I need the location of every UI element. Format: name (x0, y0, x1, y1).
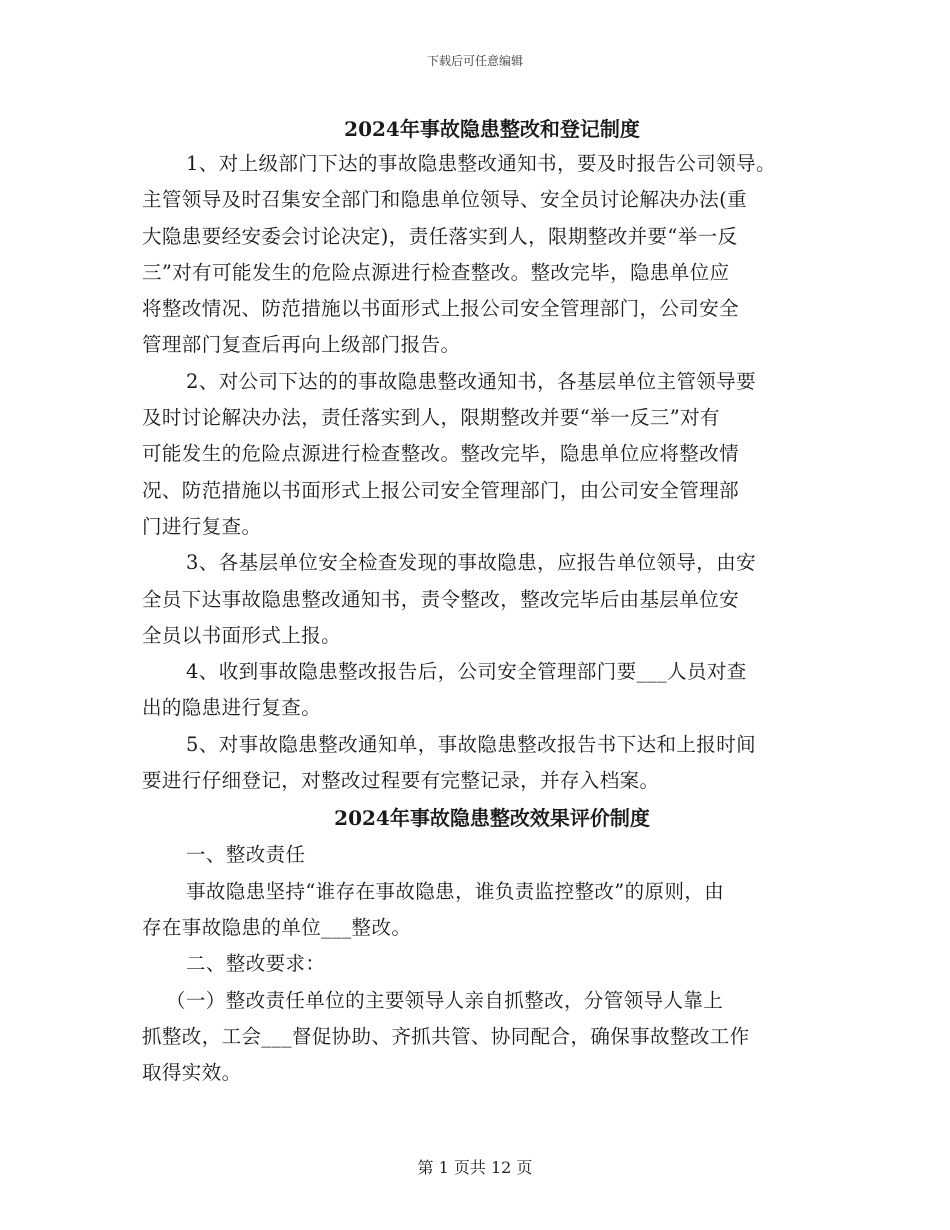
text-line: 主管领导及时召集安全部门和隐患单位领导、安全员讨论解决办法(重 (142, 188, 748, 212)
text-line: 3、各基层单位安全检查发现的事故隐患，应报告单位领导，由安 (186, 551, 757, 575)
text-line: 2、对公司下达的的事故隐患整改通知书，各基层单位主管领导要 (186, 369, 757, 393)
text-line: 取得实效。 (142, 1061, 242, 1085)
text-line: 1、对上级部门下达的事故隐患整改通知书，要及时报告公司领导。 (186, 152, 776, 175)
text-line: 可能发生的危险点源进行检查整改。整改完毕，隐患单位应将整改情 (142, 442, 740, 466)
section1-body (142, 146, 812, 799)
text-line: 将整改情况、防范措施以书面形式上报公司安全管理部门，公司安全 (142, 297, 740, 321)
page-footer: 第 1 页共 12 页 (417, 1158, 533, 1177)
text-line: 全员以书面形式上报。 (142, 623, 342, 647)
text-line: 5、对事故隐患整改通知单，事故隐患整改报告书下达和上报时间 (186, 732, 757, 756)
text-line: 4、收到事故隐患整改报告后，公司安全管理部门要___人员对查 (186, 660, 747, 684)
text-line: 出的隐患进行复查。 (142, 696, 322, 720)
text-line: 管理部门复查后再向上级部门报告。 (142, 333, 461, 357)
text-line: 门进行复查。 (142, 514, 262, 538)
text-line: 二、整改要求： (186, 952, 326, 976)
text-line: 要进行仔细登记，对整改过程要有完整记录，并存入档案。 (142, 769, 660, 793)
document-title: 2024年事故隐患整改和登记制度 (344, 117, 640, 141)
text-line: 抓整改，工会___督促协助、齐抓共管、协同配合，确保事故整改工作 (142, 1024, 750, 1048)
text-line: 大隐患要经安委会讨论决定)，责任落实到人，限期整改并要“举一反 (142, 224, 738, 248)
text-line: 及时讨论解决办法，责任落实到人，限期整改并要“举一反三”对有 (142, 406, 720, 430)
text-line: 事故隐患坚持“谁存在事故隐患，谁负责监控整改”的原则，由 (186, 879, 725, 903)
text-line: 一、整改责任 (186, 843, 306, 867)
text-line: 三”对有可能发生的危险点源进行检查整改。整改完毕，隐患单位应 (142, 260, 730, 284)
text-line: （一）整改责任单位的主要领导人亲自抓整改，分管领导人靠上 (166, 988, 724, 1012)
text-line: 全员下达事故隐患整改通知书，责令整改，整改完毕后由基层单位安 (142, 587, 740, 611)
document-body (142, 112, 812, 1091)
section2-body (142, 837, 812, 1091)
header-note: 下载后可任意编辑 (426, 54, 523, 68)
section2-title: 2024年事故隐患整改效果评价制度 (334, 806, 650, 831)
text-line: 况、防范措施以书面形式上报公司安全管理部门，由公司安全管理部 (142, 478, 740, 502)
text-line: 存在事故隐患的单位___整改。 (142, 915, 412, 939)
